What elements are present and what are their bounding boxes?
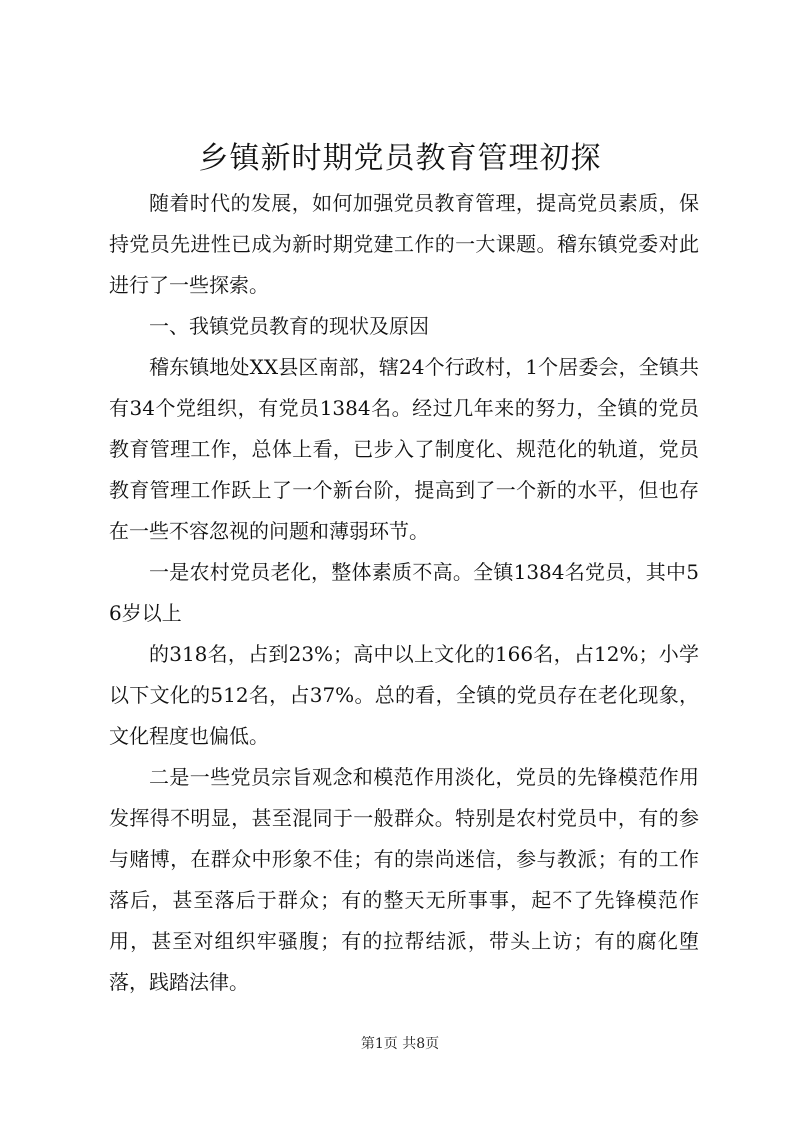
page-footer: 第1页 共8页 <box>360 1036 440 1052</box>
paragraph-point-1: 一是农村党员老化，整体素质不高。全镇1384名党员，其中56岁以上 <box>109 560 699 625</box>
paragraph-intro: 随着时代的发展，如何加强党员教育管理，提高党员素质，保持党员先进性已成为新时期党建工作的一大课题。稽东镇党委对此进行了一些探索。 <box>109 191 699 297</box>
document-title: 乡镇新时期党员教育管理初探 <box>198 141 602 176</box>
document-body <box>109 183 699 1003</box>
paragraph-point-2: 二是一些党员宗旨观念和模范作用淡化，党员的先锋模范作用发挥得不明显，甚至混同于一般群众。特别是农村党员中，有的参与赌博，在群众中形象不佳；有的崇尚迷信，参与教派；有的工作落后，甚至落后于群众；有的整天无所事事，起不了先锋模范作用，甚至对组织牢骚腹；有的拉帮结派，带头上访；有的腐化堕落，践踏法律。 <box>109 765 699 994</box>
section-heading-1: 一、我镇党员教育的现状及原因 <box>149 314 429 338</box>
paragraph-point-1-continued: 的318名，占到23%；高中以上文化的166名，占12%；小学以下文化的512名，占37%。总的看，全镇的党员存在老化现象，文化程度也偏低。 <box>109 642 699 748</box>
paragraph-overview: 稽东镇地处XX县区南部，辖24个行政村，1个居委会，全镇共有34个党组织，有党员1384名。经过几年来的努力，全镇的党员教育管理工作，总体上看，已步入了制度化、规范化的轨道，党员教育管理工作跃上了一个新台阶，提高到了一个新的水平，但也存在一些不容忽视的问题和薄弱环节。 <box>109 355 699 543</box>
